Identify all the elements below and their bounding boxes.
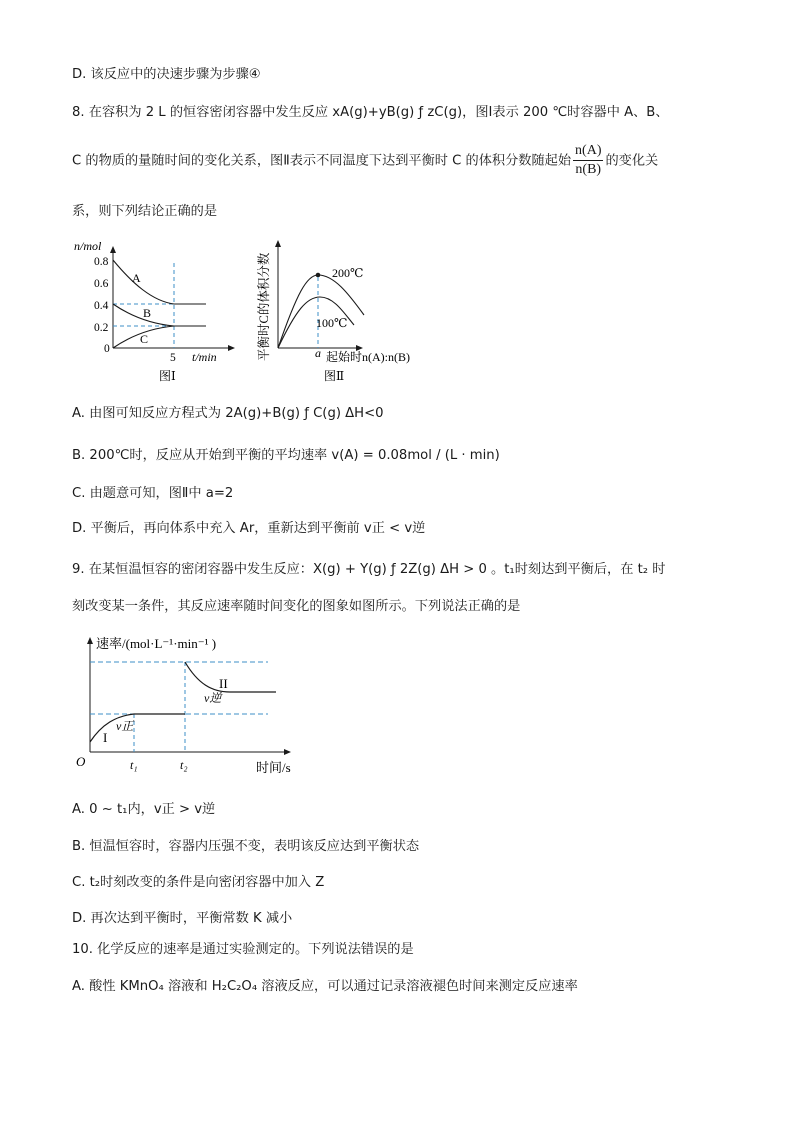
fig1-ytick-0: 0: [104, 343, 110, 355]
q8-option-a: A. 由图可知反应方程式为 2A(g)+B(g) ƒ C(g) ΔH<0: [72, 406, 384, 421]
figure-rate-time: [72, 628, 312, 783]
fig1-ytick-0.2: 0.2: [94, 322, 109, 334]
fig3-v-reverse: v逆: [204, 691, 222, 705]
fig1-label-a: A: [132, 271, 141, 285]
fig1-caption: 图Ⅰ: [159, 369, 176, 383]
fig1-xlabel: t/min: [192, 350, 217, 364]
fig3-v-forward: v正: [116, 719, 134, 733]
q10-stem: 10. 化学反应的速率是通过实验测定的。下列说法错误的是: [72, 942, 414, 957]
fraction-numerator: n(A): [573, 142, 603, 161]
fig1-ytick-0.6: 0.6: [94, 278, 109, 290]
q9-stem-line1: 9. 在某恒温恒容的密闭容器中发生反应：X(g) + Y(g) ƒ 2Z(g) ΔH > 0 。t₁时刻达到平衡后，在 t₂ 时: [72, 562, 666, 577]
fig1-ytick-0.8: 0.8: [94, 256, 109, 268]
q7-option-d: D. 该反应中的决速步骤为步骤④: [72, 67, 261, 82]
fraction-denominator: n(B): [575, 162, 602, 177]
q8-stem-line2-tail: 的变化关: [605, 153, 659, 169]
q8-stem-line2-text: C 的物质的量随时间的变化关系，图Ⅱ表示不同温度下达到平衡时 C 的体积分数随起始: [72, 153, 572, 169]
fig3-ylabel: 速率/(mol·L⁻¹·min⁻¹ ): [96, 636, 217, 651]
fig2-label-100: 100℃: [316, 316, 348, 330]
fig2-label-200: 200℃: [332, 266, 364, 280]
figure-1: [72, 233, 242, 385]
fig2-xtick-a: a: [315, 346, 321, 360]
q8-stem-line2: [72, 142, 658, 179]
q9-option-a: A. 0 ~ t₁内，v正 > v逆: [72, 802, 216, 817]
fig1-label-c: C: [140, 332, 149, 346]
q8-option-d: D. 平衡后，再向体系中充入 Ar，重新达到平衡前 v正 < v逆: [72, 521, 426, 536]
q9-option-d: D. 再次达到平衡时，平衡常数 K 减小: [72, 911, 293, 926]
q9-stem-line2: 刻改变某一条件，其反应速率随时间变化的图象如图所示。下列说法正确的是: [72, 599, 521, 614]
fig2-curve-200: [278, 275, 364, 348]
fig2-xlabel: 起始时n(A):n(B): [326, 350, 410, 364]
fig3-origin: O: [76, 754, 86, 769]
fig1-ylabel: n/mol: [74, 239, 102, 253]
q9-option-b: B. 恒温恒容时，容器内压强不变，表明该反应达到平衡状态: [72, 839, 420, 854]
q8-option-c: C. 由题意可知，图Ⅱ中 a=2: [72, 486, 234, 501]
figure-2: [252, 233, 442, 385]
fig2-caption: 图Ⅱ: [324, 369, 345, 383]
fig3-label-I: I: [103, 730, 108, 745]
fig1-curve-a: [113, 260, 206, 304]
q8-stem-line1: 8. 在容积为 2 L 的恒容密闭容器中发生反应 xA(g)+yB(g) ƒ zC(g)，图Ⅰ表示 200 ℃时容器中 A、B、: [72, 105, 669, 120]
q8-option-b: B. 200℃时，反应从开始到平衡的平均速率 v(A) = 0.08mol / (L · min): [72, 448, 500, 463]
fig1-curve-c: [113, 326, 206, 348]
q8-stem-line3: 系，则下列结论正确的是: [72, 204, 218, 219]
fig1-ytick-0.4: 0.4: [94, 300, 109, 312]
fig1-xtick-5: 5: [170, 352, 176, 364]
q10-option-a: A. 酸性 KMnO₄ 溶液和 H₂C₂O₄ 溶液反应，可以通过记录溶液褪色时间来测定反应速率: [72, 979, 578, 994]
fig3-curve-reverse: [185, 662, 276, 692]
fig2-ylabel: 平衡时C的体积分数: [257, 252, 271, 361]
fig2-max-point: [316, 273, 321, 278]
fig3-label-II: II: [219, 676, 228, 691]
fig1-curve-b: [113, 304, 206, 326]
fig1-label-b: B: [143, 306, 152, 320]
q9-option-c: C. t₂时刻改变的条件是向密闭容器中加入 Z: [72, 875, 325, 890]
fig3-xlabel: 时间/s: [256, 760, 291, 775]
fig3-t1: t₁: [130, 758, 138, 772]
fig3-t2: t₂: [180, 758, 188, 772]
ratio-fraction: [573, 142, 603, 179]
